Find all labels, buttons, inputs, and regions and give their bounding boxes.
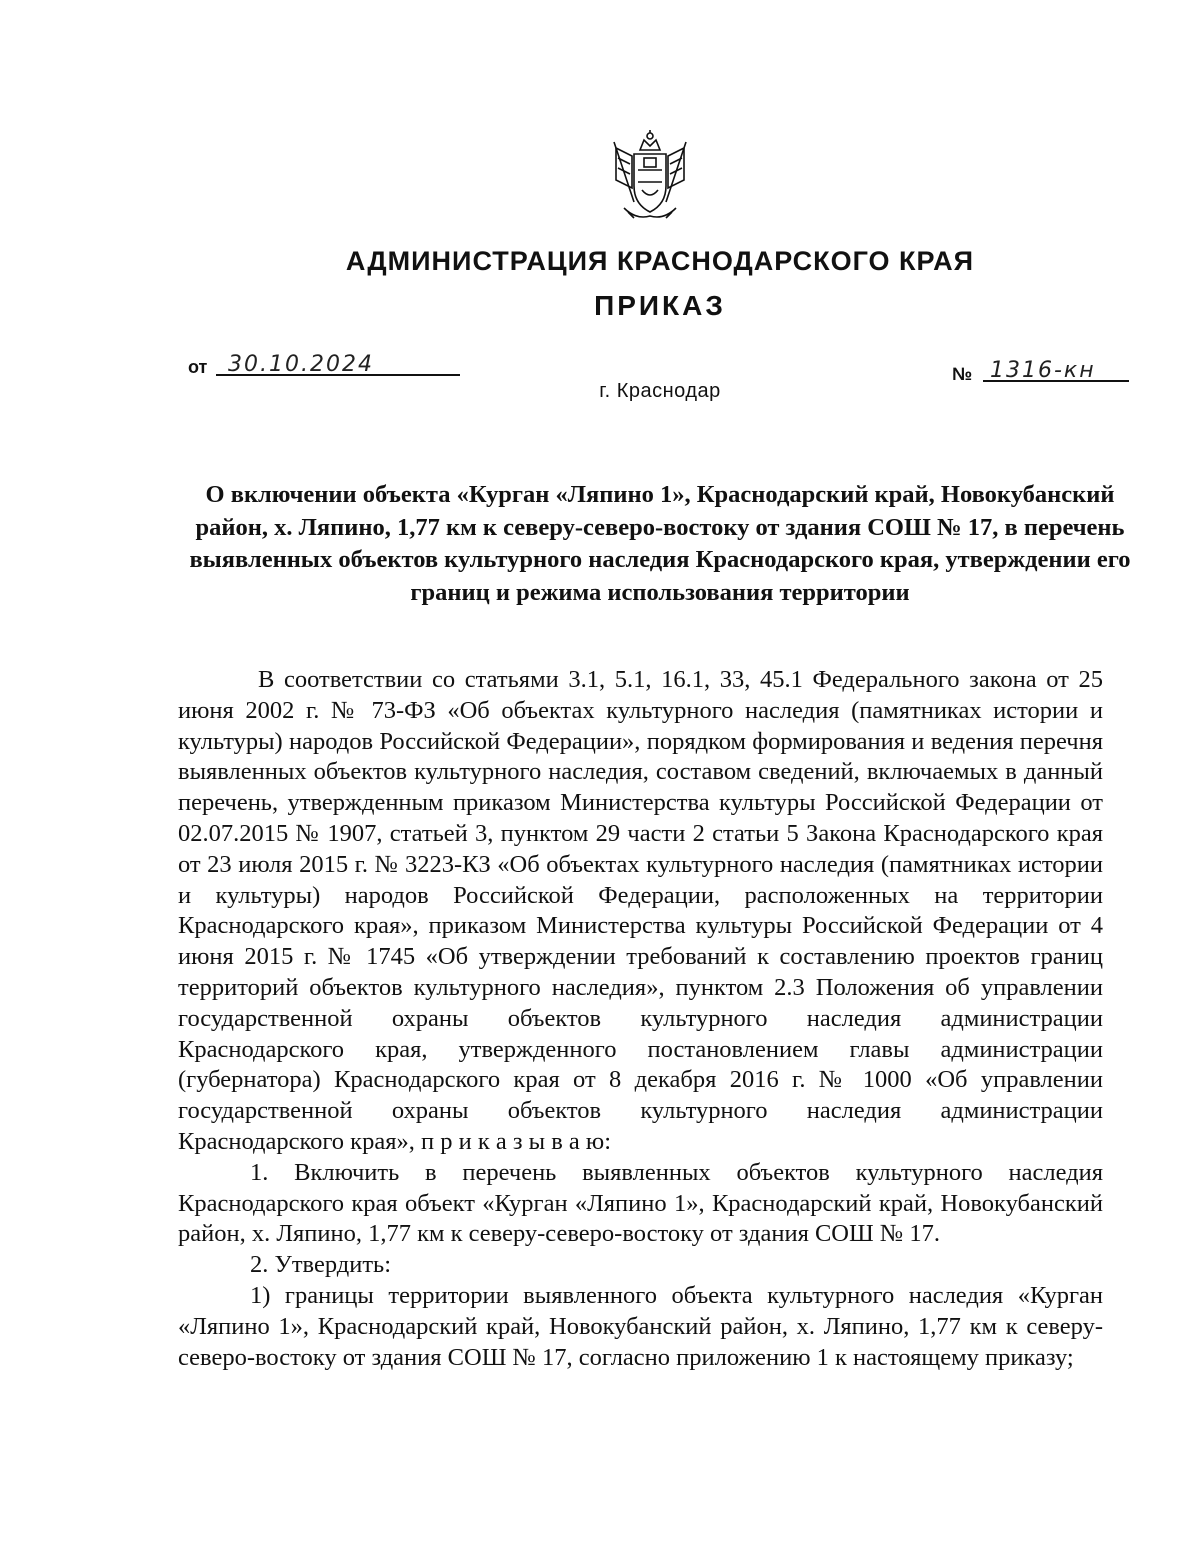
document-type: ПРИКАЗ [594, 290, 726, 321]
document-body [178, 665, 1103, 1373]
date-prefix: от [188, 357, 208, 377]
coat-of-arms-icon [610, 128, 690, 224]
number-prefix: № [952, 364, 973, 384]
document-title: О включении объекта «Курган «Ляпино 1», Краснодарский край, Новокубанский район, х. Ляпино, 1,77 км к северу-северо-востоку от здания СОШ № 17, в перечень выявленных объектов культурного наследия Краснодарского края, утверждении его границ и режима использования территории [189, 481, 1131, 606]
organization-name: АДМИНИСТРАЦИЯ КРАСНОДАРСКОГО КРАЯ [345, 246, 975, 276]
document-date: 30.10.2024 [228, 352, 374, 377]
paragraph-item-2: 2. Утвердить: [250, 1251, 392, 1279]
paragraph-subitem-1: 1) границы территории выявленного объекта культурного наследия «Курган «Ляпино 1», Краснодарский край, Новокубанский район, х. Ляпино, 1,77 км к северу-северо-востоку от здания СОШ № 17, согласно приложению 1 к настоящему приказу; [178, 1281, 1103, 1371]
paragraph-item-1: 1. Включить в перечень выявленных объектов культурного наследия Краснодарского края объект «Курган «Ляпино 1», Краснодарский край, Новокубанский район, х. Ляпино, 1,77 км к северу-северо-востоку от здания СОШ № 17. [178, 1158, 1103, 1248]
city: г. Краснодар [599, 380, 721, 402]
document-number: 1316-кн [990, 358, 1096, 383]
paragraph-preamble: В соответствии со статьями 3.1, 5.1, 16.1, 33, 45.1 Федерального закона от 25 июня 2002 г. № 73-ФЗ «Об объектах культурного наследия (памятниках истории и культуры) народов Российской Федерации», порядком формирования и ведения перечня выявленных объектов культурного наследия, составом сведений, включаемых в данный перечень, утвержденным приказом Министерства культуры Российской Федерации от 02.07.2015 № 1907, статьей 3, пунктом 29 части 2 статьи 5 Закона Краснодарского края от 23 июля 2015 г. № 3223-КЗ «Об объектах культурного наследия (памятниках истории и культуры) народов Российской Федерации, расположенных на территории Краснодарского края», приказом Министерства культуры Российской Федерации от 4 июня 2015 г. № 1745 «Об утверждении требований к составлению проектов границ территорий объектов культурного наследия», пунктом 2.3 Положения об управлении государственной охраны объектов культурного наследия администрации Краснодарского края, утвержденного постановлением главы администрации (губернатора) Краснодарского края от 8 декабря 2016 г. № 1000 «Об управлении государственной охраны объектов культурного наследия администрации Краснодарского края», п р и к а з ы в а ю: [178, 666, 1103, 1155]
